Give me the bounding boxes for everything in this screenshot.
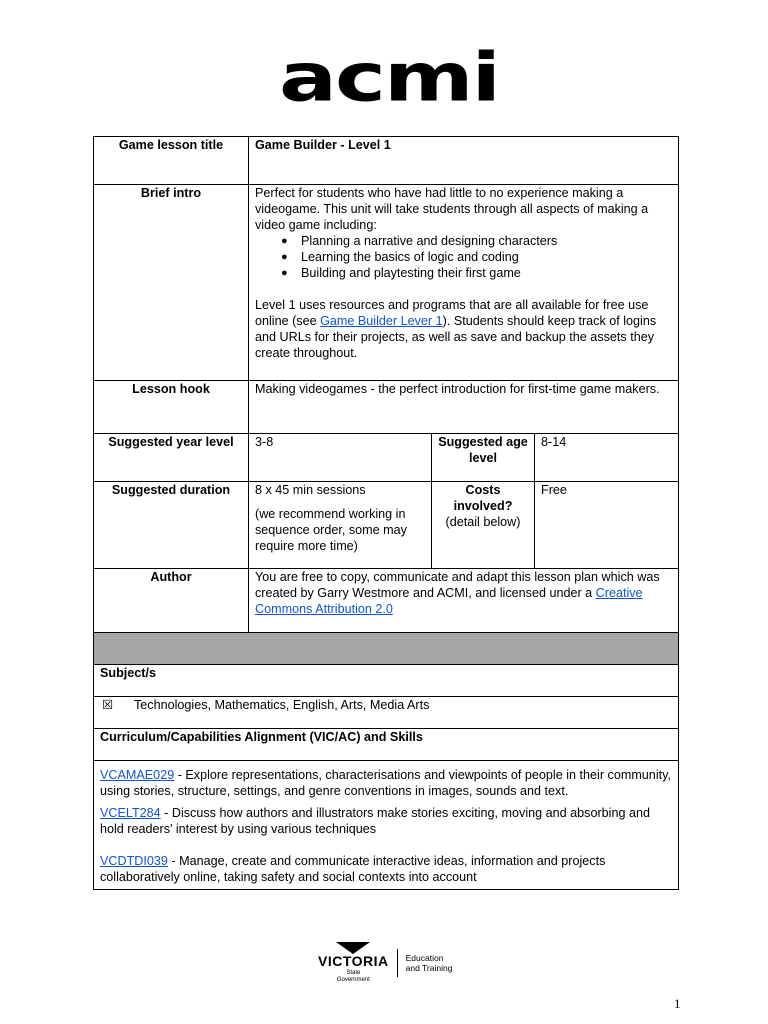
- page-number: 1: [674, 996, 681, 1011]
- victoria-mark: [318, 942, 389, 984]
- victoria-word: VICTORIA: [318, 953, 389, 969]
- intro-cell: [249, 185, 679, 381]
- list-item: ● Building and playtesting their first game: [275, 265, 672, 281]
- game-builder-link[interactable]: Game Builder Lever 1: [320, 314, 443, 328]
- list-item: ● Planning a narrative and designing characters: [275, 233, 672, 249]
- subjects-heading: Subject/s: [94, 665, 679, 697]
- subjects-heading-row: [94, 665, 679, 697]
- intro-row: [94, 185, 679, 381]
- hook-label: Lesson hook: [94, 381, 249, 434]
- checkbox-checked[interactable]: ☒: [102, 698, 114, 712]
- costs-note: (detail below): [445, 515, 521, 529]
- intro-paragraph-2: [255, 297, 672, 361]
- title-label: Game lesson title: [94, 137, 249, 185]
- logo-text: acmi: [278, 39, 500, 118]
- author-cell: [249, 569, 679, 633]
- curriculum-heading: Curriculum/Capabilities Alignment (VIC/AC) and Skills: [94, 729, 679, 761]
- age-label: Suggested age level: [432, 434, 535, 482]
- year-label: Suggested year level: [94, 434, 249, 482]
- author-row: [94, 569, 679, 633]
- intro-text-after: ). Students should keep track of logins and URLs for their projects, as well as save and backup the assets they create throughout.: [255, 314, 657, 360]
- intro-label: Brief intro: [94, 185, 249, 381]
- costs-label: Costs involved?: [453, 483, 513, 513]
- intro-text-before: Level 1 uses resources and programs that are all available for free use online (see: [255, 298, 649, 328]
- title-row: [94, 137, 679, 185]
- page-break-mask: [92, 890, 682, 904]
- curriculum-text: - Discuss how authors and illustrators make stories exciting, moving and absorbing and hold readers’ interest by using various techniques: [100, 806, 650, 836]
- curriculum-item: [100, 853, 672, 885]
- state-text: State: [346, 970, 361, 976]
- curriculum-cell: [94, 761, 679, 890]
- government-text: Government: [336, 977, 370, 983]
- list-item: ● Learning the basics of logic and coding: [275, 249, 672, 265]
- victoria-subtitle: [337, 970, 370, 984]
- duration-value: 8 x 45 min sessions: [255, 483, 366, 497]
- hook-row: [94, 381, 679, 434]
- victoria-government-logo: [318, 943, 468, 983]
- duration-row: [94, 482, 679, 569]
- curriculum-heading-row: [94, 729, 679, 761]
- intro-bullet-list: [255, 233, 672, 281]
- acmi-logo: [268, 39, 510, 118]
- divider-row: [94, 633, 679, 665]
- duration-label: Suggested duration: [94, 482, 249, 569]
- author-label: Author: [94, 569, 249, 633]
- curriculum-code-link[interactable]: VCDTDI039: [100, 854, 168, 868]
- curriculum-code-link[interactable]: VCAMAE029: [100, 768, 175, 782]
- curriculum-text: - Explore representations, characterisations and viewpoints of people in their community, using stories, structure, settings, and genre conventions in images, sounds and text.: [100, 768, 671, 798]
- costs-cell: [432, 482, 535, 569]
- education-text: Education: [405, 953, 444, 963]
- training-text: and Training: [405, 963, 453, 973]
- curriculum-item: [100, 805, 672, 837]
- level-row: [94, 434, 679, 482]
- title-value: Game Builder - Level 1: [249, 137, 679, 185]
- author-text: You are free to copy, communicate and adapt this lesson plan which was created by Garry Westmore and ACMI, and licensed under a: [255, 570, 660, 600]
- year-value: 3-8: [249, 434, 432, 482]
- costs-value: Free: [535, 482, 679, 569]
- education-training-text: [406, 953, 453, 973]
- creative-commons-link[interactable]: Creative Commons Attribution 2.0: [255, 586, 643, 616]
- curriculum-code-link[interactable]: VCELT284: [100, 806, 161, 820]
- footer-divider: [397, 949, 398, 977]
- subjects-cell: [94, 697, 679, 729]
- duration-cell: [249, 482, 432, 569]
- gray-divider: [94, 633, 679, 665]
- age-value: 8-14: [535, 434, 679, 482]
- duration-note: (we recommend working in sequence order, some may require more time): [255, 507, 407, 553]
- curriculum-text: - Manage, create and communicate interactive ideas, information and projects collaboratively online, taking safety and social contexts into account: [100, 854, 606, 884]
- lesson-plan-table: [93, 136, 679, 890]
- hook-value: Making videogames - the perfect introduction for first-time game makers.: [249, 381, 679, 434]
- intro-paragraph: Perfect for students who have had little to no experience making a videogame. This unit will take students through all aspects of making a video game including:: [255, 186, 649, 232]
- subjects-value: Technologies, Mathematics, English, Arts, Media Arts: [134, 698, 430, 712]
- curriculum-item: [100, 767, 672, 799]
- subjects-row: [94, 697, 679, 729]
- curriculum-row: [94, 761, 679, 890]
